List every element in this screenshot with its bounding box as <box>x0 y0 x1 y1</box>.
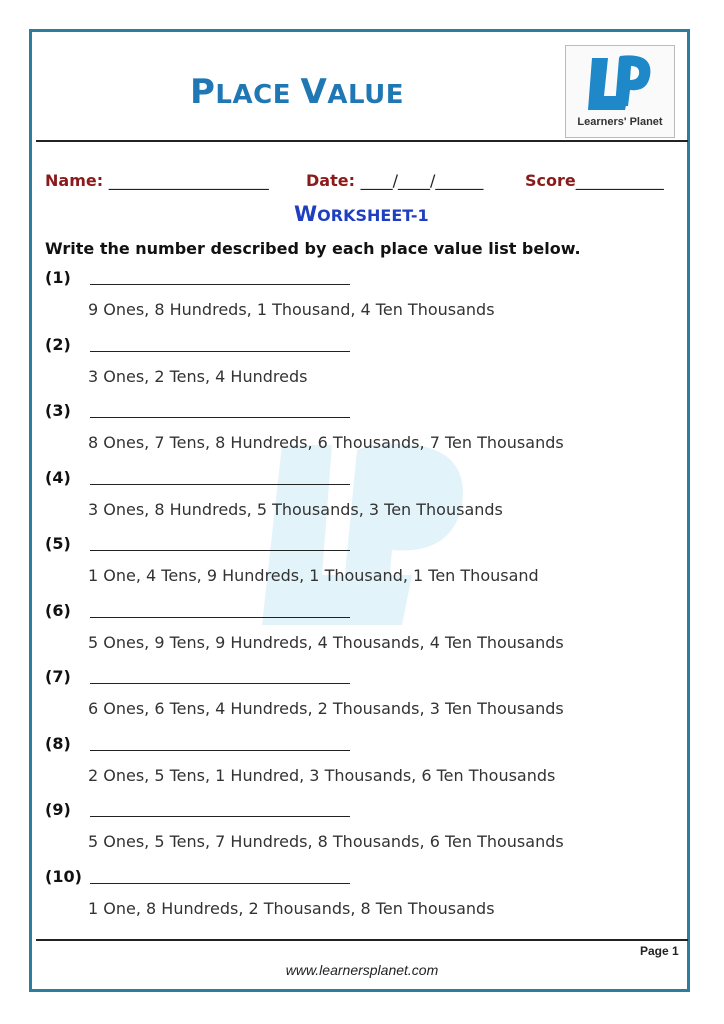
lp-logo-icon <box>584 52 656 114</box>
question-number: (3) <box>45 401 71 420</box>
question-number: (9) <box>45 800 71 819</box>
question-description: 3 Ones, 2 Tens, 4 Hundreds <box>88 366 308 386</box>
header-divider <box>36 140 688 142</box>
question-description: 1 One, 8 Hundreds, 2 Thousands, 8 Ten Thousands <box>88 898 495 918</box>
answer-line[interactable] <box>90 550 350 551</box>
answer-line[interactable] <box>90 484 350 485</box>
question-description: 2 Ones, 5 Tens, 1 Hundred, 3 Thousands, 6 Ten Thousands <box>88 765 556 785</box>
worksheet-heading: WORKSHEET-1 <box>294 202 429 226</box>
question-description: 6 Ones, 6 Tens, 4 Hundreds, 2 Thousands, 3 Ten Thousands <box>88 699 564 718</box>
answer-line[interactable] <box>90 284 350 285</box>
question-number: (10) <box>45 866 82 886</box>
answer-line[interactable] <box>90 417 350 418</box>
instruction-text: Write the number described by each place value list below. <box>45 239 581 258</box>
score-line: ___________ <box>575 171 664 190</box>
answer-line[interactable] <box>90 883 350 884</box>
question-number: (4) <box>45 467 71 487</box>
question-description: 3 Ones, 8 Hundreds, 5 Thousands, 3 Ten Thousands <box>88 499 503 519</box>
question-description: 1 One, 4 Tens, 9 Hundreds, 1 Thousand, 1 Ten Thousand <box>88 566 539 585</box>
name-line: ____________________ <box>108 171 269 190</box>
question-number: (8) <box>45 733 71 753</box>
answer-line[interactable] <box>90 816 350 817</box>
page-title: PLACE VALUE <box>190 72 404 112</box>
answer-line[interactable] <box>90 617 350 618</box>
score-field <box>525 171 664 190</box>
name-label: Name: <box>45 171 104 190</box>
logo-brand-text: Learners' Planet <box>577 116 663 128</box>
question-description: 5 Ones, 9 Tens, 9 Hundreds, 4 Thousands, 4 Ten Thousands <box>88 632 564 652</box>
answer-line[interactable] <box>90 351 350 352</box>
question-number: (7) <box>45 667 71 686</box>
question-number: (1) <box>45 268 71 287</box>
question-number: (2) <box>45 334 71 354</box>
question-number: (6) <box>45 600 71 620</box>
question-description: 9 Ones, 8 Hundreds, 1 Thousand, 4 Ten Thousands <box>88 300 495 319</box>
watermark-logo-icon <box>222 425 502 665</box>
score-label: Score <box>525 171 576 190</box>
date-field <box>306 171 483 190</box>
date-label: Date: <box>306 171 355 190</box>
page-number: Page 1 <box>640 944 679 958</box>
answer-line[interactable] <box>90 683 350 684</box>
brand-logo <box>565 45 675 138</box>
question-description: 5 Ones, 5 Tens, 7 Hundreds, 8 Thousands, 6 Ten Thousands <box>88 832 564 851</box>
answer-line[interactable] <box>90 750 350 751</box>
website-url: www.learnersplanet.com <box>285 962 439 978</box>
name-field <box>45 171 269 190</box>
question-number: (5) <box>45 534 71 553</box>
question-description: 8 Ones, 7 Tens, 8 Hundreds, 6 Thousands, 7 Ten Thousands <box>88 433 564 452</box>
footer-divider <box>36 939 688 941</box>
date-line: ____/____/______ <box>360 171 484 190</box>
